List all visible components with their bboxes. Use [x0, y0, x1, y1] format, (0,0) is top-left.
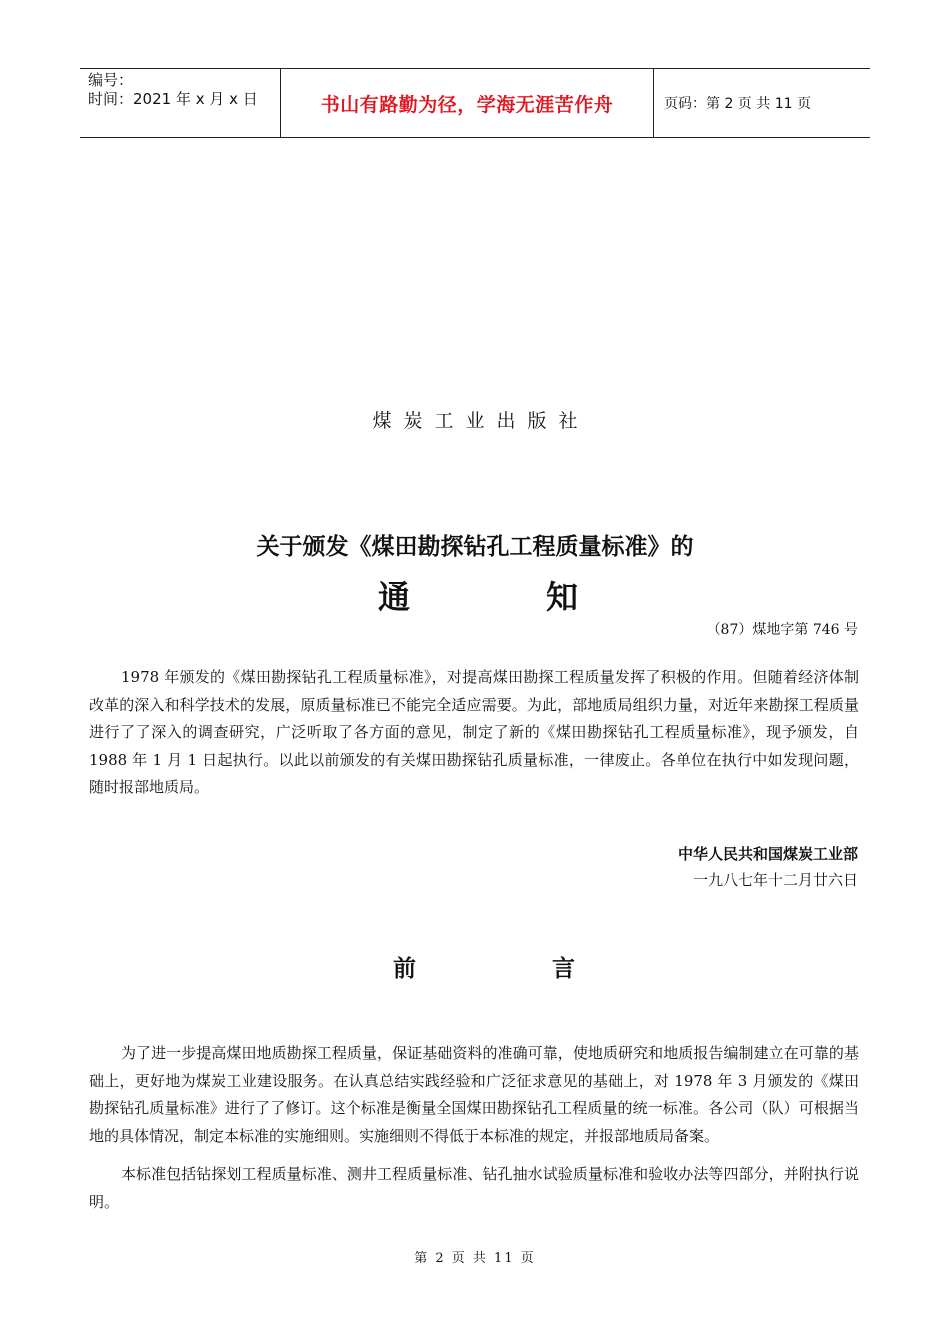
- preface-paragraph: 本标准包括钻探划工程质量标准、测井工程质量标准、钻孔抽水试验质量标准和验收办法等四部分，并附执行说明。: [89, 1165, 859, 1211]
- preface-title: [393, 950, 575, 983]
- notice-body: 1978 年颁发的《煤田勘探钻孔工程质量标准》，对提高煤田勘探工程质量发挥了积极的作用。但随着经济体制改革的深入和科学技术的发展，原质量标准已不能完全适应需要。为此，部地质局组织力量，对近年来勘探工程质量进行了了深入的调查研究，广泛听取了各方面的意见，制定了新的《煤田勘探钻孔工程质量标准》，现予颁发，自 1988 年 1 月 1 日起执行。以此以前颁发的有关煤田勘探钻孔质量标准，一律废止。各单位在执行中如发现问题，随时报部地质局。: [89, 668, 859, 796]
- issue-date: 一九八七年十二月廿六日: [692, 871, 858, 889]
- preface-title-char-1: 前: [393, 956, 416, 982]
- document-number-label: 编号：: [88, 71, 134, 89]
- document-reference-number: （87）煤地字第 746 号: [706, 622, 858, 638]
- notice-title-char-2: 知: [545, 578, 578, 616]
- header-meta: [80, 69, 280, 137]
- preface-paragraph: 为了进一步提高煤田地质勘探工程质量，保证基础资料的准确可靠，使地质研究和地质报告编制建立在可靠的基础上，更好地为煤炭工业建设服务。在认真总结实践经验和广泛征求意见的基础上，对 1978 年 3 月颁发的《煤田勘探钻孔质量标准》进行了了修订。这个标准是衡量全国煤田勘探钻孔工程质量的统一标准。各公司（队）可根据当地的具体情况，制定本标准的实施细则。实施细则不得低于本标准的规定，并报部地质局备案。: [89, 1044, 859, 1145]
- notice-title-heading: [378, 572, 578, 618]
- notice-title-char-1: 通: [378, 578, 411, 616]
- header-page-info: 页码：第 2 页 共 11 页: [664, 96, 811, 112]
- page-footer: 第 2 页 共 11 页: [414, 1251, 536, 1266]
- document-time-label: 时间：2021 年 x 月 x 日: [88, 90, 258, 108]
- preface-title-char-2: 言: [552, 956, 575, 982]
- publisher-name: 煤炭工业出版社: [372, 410, 590, 432]
- header-motto-cell: [280, 69, 654, 137]
- header-page-info-cell: [654, 69, 870, 137]
- notice-title: 关于颁发《煤田勘探钻孔工程质量标准》的: [256, 534, 694, 560]
- header-motto: 书山有路勤为径，学海无涯苦作舟: [320, 93, 614, 116]
- issuing-organization: 中华人民共和国煤炭工业部: [677, 845, 858, 863]
- page-header: [80, 68, 870, 138]
